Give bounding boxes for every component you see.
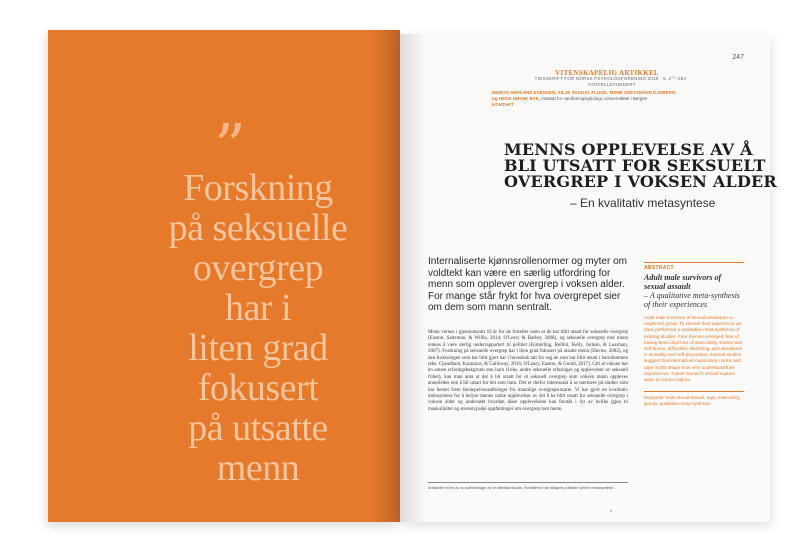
body-text: Menn vernes i gjennomsnitt 10 år for de forteller noen at de har blitt utsatt for seksuelle overgrep (Easton, Saltzman, & Willis, 2014; O'Leary & Barber, 2008), og seksuelle overgrep mot menn tenkes å være særlig underrapportert til politiet (Kimerling, Rellini, Kelly, Judson, & Learman, 2007). Forskning på seksuelle overgrep har i liten grad fokusert på utsatte menn (Davies, 2002), og den forskningen som har blitt gjort har i hovedsak tatt for seg de som har blitt utsatt i barndommen (eks. Cheadham, Karatzias, & Galloway, 2016; O'Leary, Easton, & Gould, 2017). Gitt at voksne har en annen erfaringsbakgrunn enn barn (f.eks. andre seksuelle erfaringer og opplevelser av seksuell frihet), kan man anta at det å bli utsatt for et seksuelt overgrep som voksen mann oppleves annerledes enn å bli utsatt for det som barn. Det er derfor interessant å se nærmere på studier som har hentet frem førstepersonsaftninger fra mannlige overgrepsutsatte. Vi har gjort en kvalitativ metasyntese for å belyse menns unike opplevelser av det å ha blitt utsatt for seksuelle overgrep i voksen alder og undersøkt hvordan disse opplevelsene kan forstås i lys av hvilke igjen til maskulinitet og stereotypiske oppfatninger om overgrep mot menn. <box>428 330 628 412</box>
article-kicker: VITENSKAPELIG ARTIKKEL <box>555 69 659 77</box>
authors-line2: og HEGE HØIVIK BYE, <box>492 96 541 101</box>
pull-quote-line: liten grad <box>188 327 328 369</box>
pull-quote-line: på utsatte <box>188 407 328 449</box>
title-line: OVERGREP I VOKSEN ALDER <box>504 172 777 191</box>
article-header <box>492 70 692 108</box>
article-title <box>504 140 777 191</box>
journal-line: TIDSSKRIFT FOR NORSK PSYKOLOGFORENING 2019 · 5, 2°°–254 · FAGFELLEVURDERT <box>534 76 690 87</box>
contact-line <box>492 102 692 108</box>
pull-quote-line: har i <box>224 287 292 329</box>
pull-quote-line: Forskning <box>183 167 333 209</box>
right-page <box>400 34 777 522</box>
left-page <box>48 30 400 522</box>
pull-quote-line: menn <box>216 447 300 489</box>
abstract-title: Adult male survivors of sexual assault <box>644 273 722 291</box>
footnote: Artikkelen er en av to publiseringer av en litteraturstudie. Forfatterne har tidligere publisert denne metasyntese... <box>428 482 628 491</box>
contact-label: KONTAKT <box>492 102 514 107</box>
quote-mark-icon: ” <box>214 110 246 183</box>
pull-quote <box>158 168 358 488</box>
abstract-label: ABSTRACT <box>644 262 744 271</box>
folio: 9 <box>610 508 613 513</box>
article-subtitle: – En kvalitativ metasyntese <box>570 196 716 210</box>
lead-paragraph: Internaliserte kjønnsrollenormer og myter om voldtekt kan være en særlig utfordring for menn som opplever overgrep i voksen alder. For mange står frykt for hva overgrepet sier om dem som mann sentralt. <box>428 256 627 313</box>
title-line: BLI UTSATT FOR SEKSUELT <box>504 156 766 175</box>
authors: MARITA HOVLAND EVENSEN, SILJE SKADAL FLUGE, TRINE SKESTRAND KJOBERG <box>492 90 676 95</box>
affiliation: Institutt for samfunnspsykologi, Universitetet i Bergen <box>541 96 648 101</box>
abstract-column <box>644 262 744 407</box>
abstract-subtitle: – A qualitative meta-synthesis of their experiences <box>644 291 740 309</box>
page-number: 247 <box>732 54 744 61</box>
title-line: MENNS OPPLEVELSE AV Å <box>504 140 753 159</box>
pull-quote-line: fokusert <box>197 367 319 409</box>
pull-quote-line: overgrep <box>192 247 324 289</box>
abstract-body: Adult male survivors of sexual assault are a neglected group. To elevate their experience we have performed a qualitative meta-synthesis of existing studies. Four themes emerged: fear of having been deprived of masculinity, shame and self-blame, difficulties disclosing, and alterations in sexuality and self-perception. Several studies suggest that internalized masculinity norms and rape myths shape how men understand their experiences. Future research should explore ways to reduce stigma. <box>644 315 742 383</box>
keywords: Keywords: male sexual assault, rape, masculinity, gender, qualitative meta-synthesis <box>644 391 744 407</box>
pull-quote-line: på seksuelle <box>168 207 348 249</box>
